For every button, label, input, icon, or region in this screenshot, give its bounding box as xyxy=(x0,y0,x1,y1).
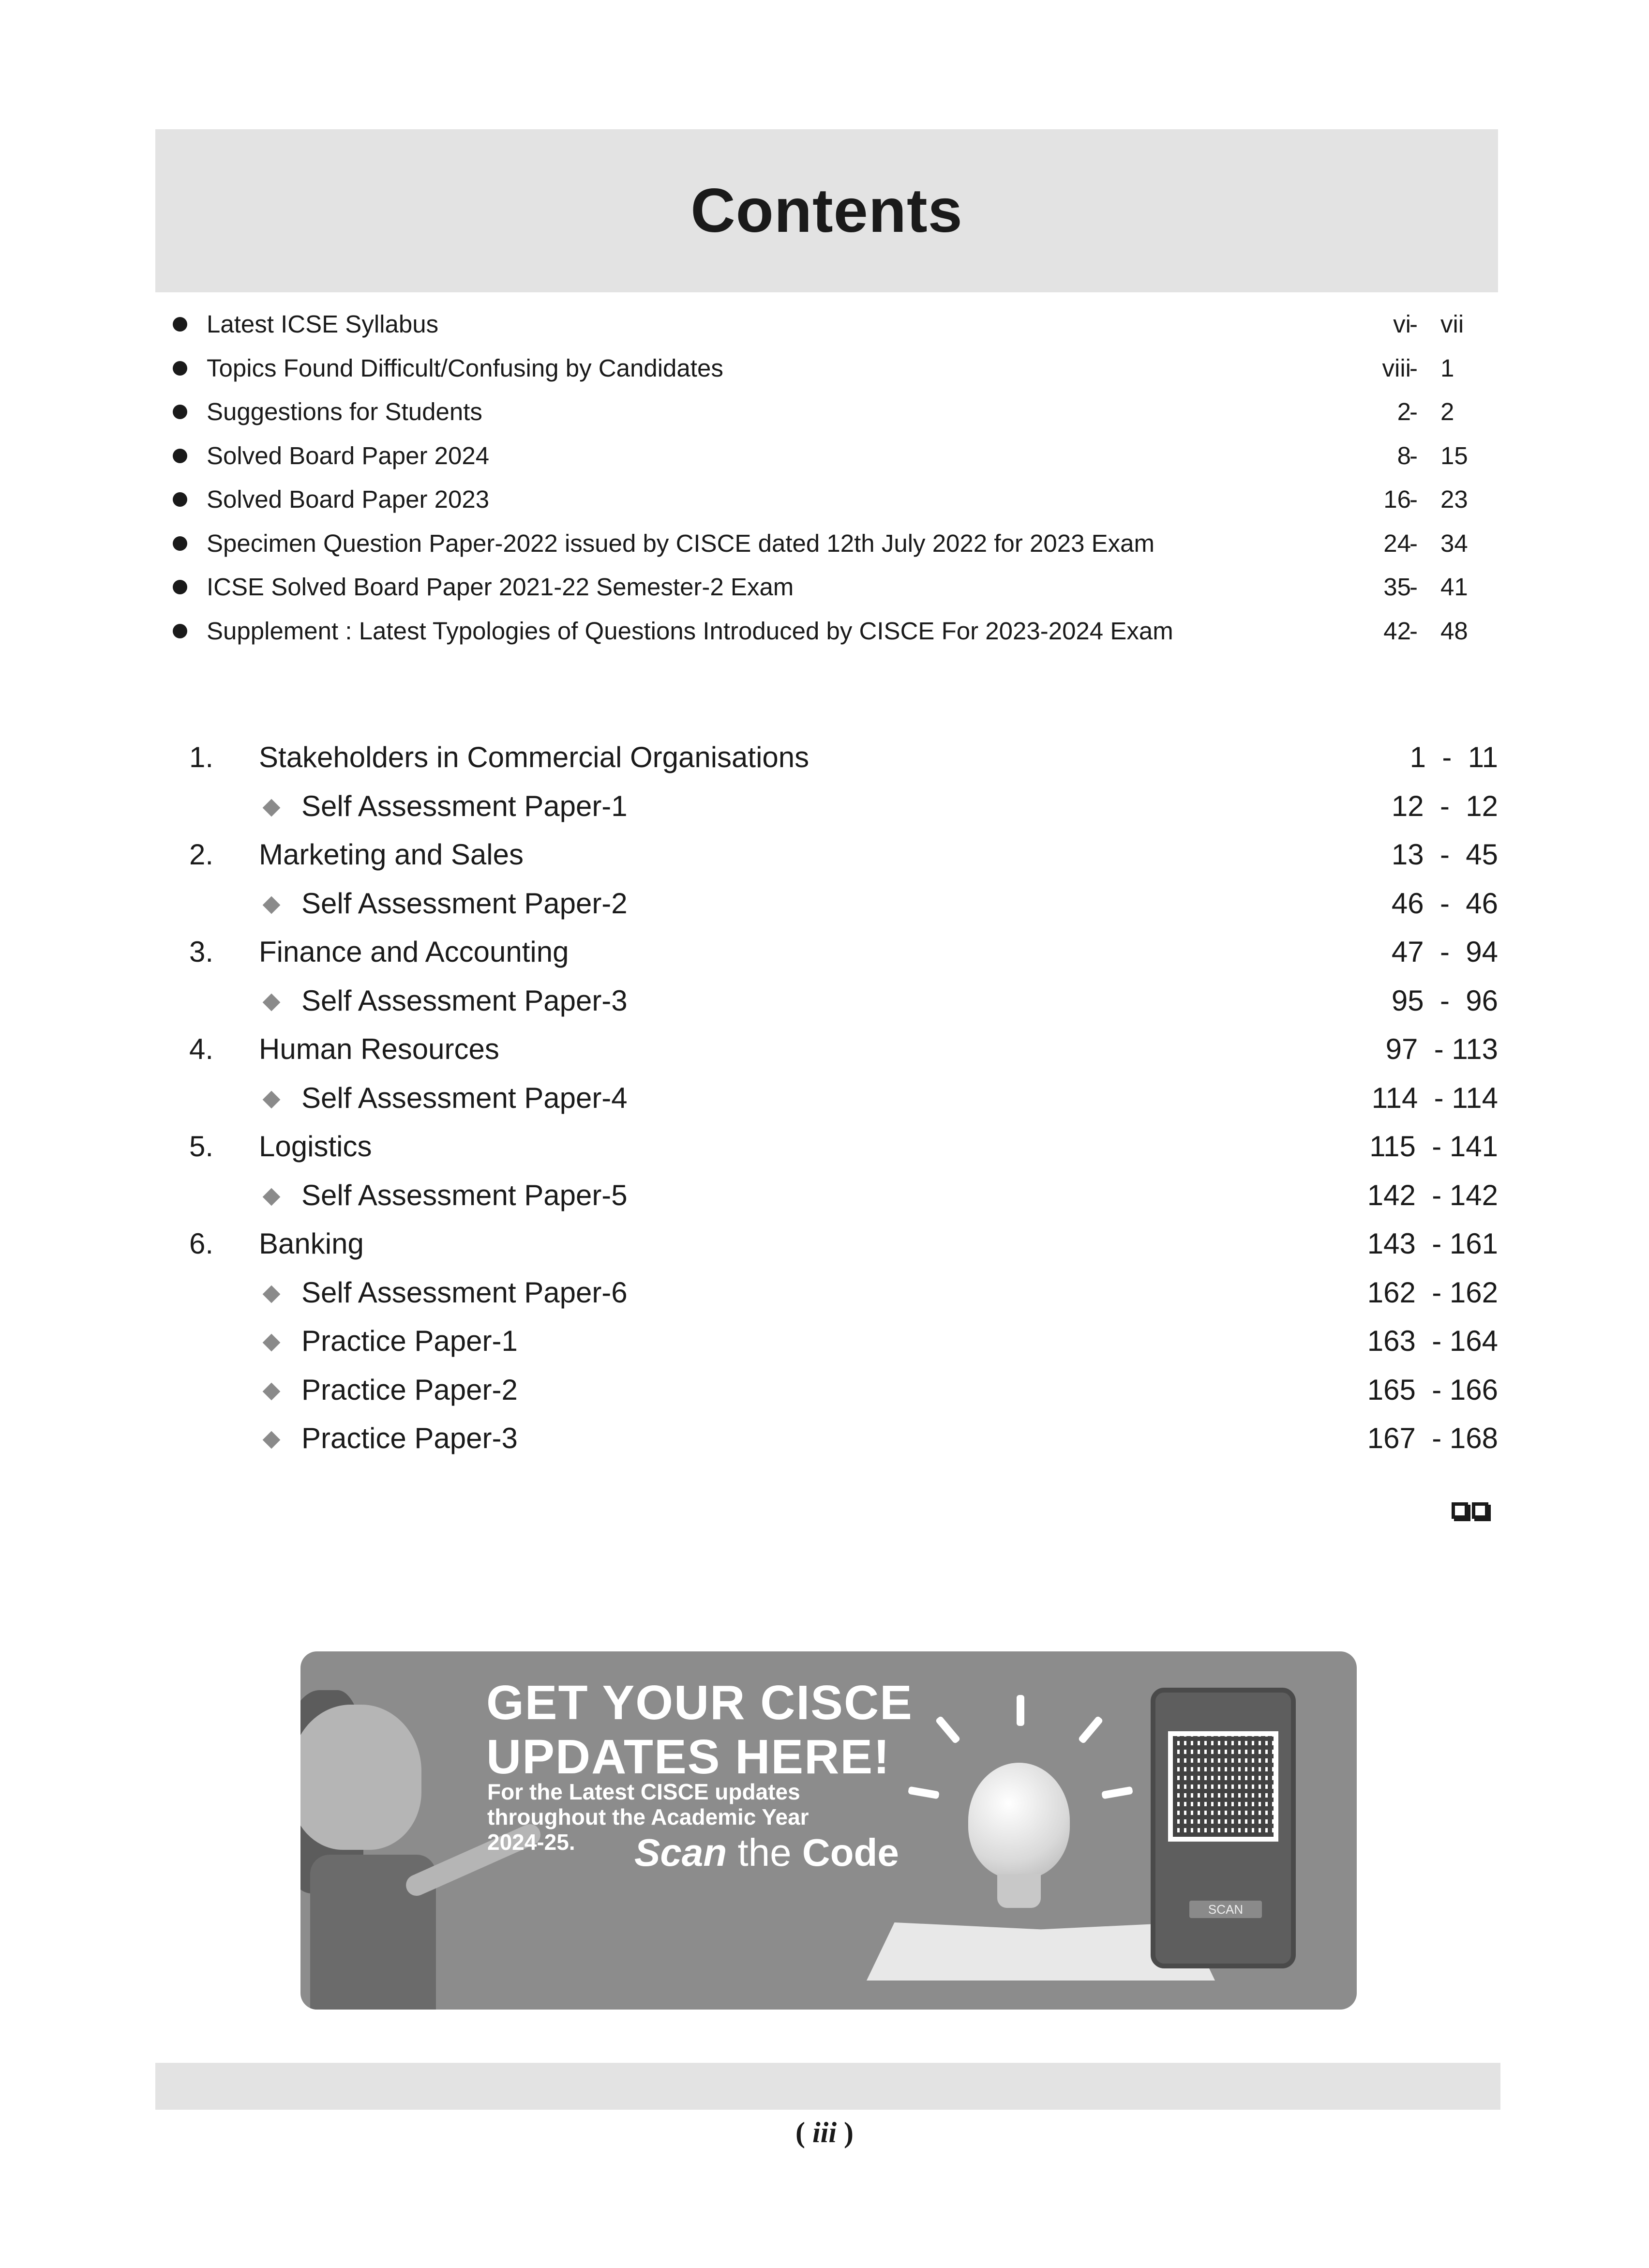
diamond-bullet-icon xyxy=(263,1382,281,1400)
prelim-item-label: Specimen Question Paper-2022 issued by CISCE dated 12th July 2022 for 2023 Exam xyxy=(207,529,1154,557)
diamond-bullet-icon xyxy=(263,896,281,914)
sub-entry[interactable] xyxy=(155,1171,1498,1220)
light-ray-icon xyxy=(935,1715,960,1744)
sub-entry[interactable] xyxy=(155,1414,1498,1463)
chapter-pages: 162 - 162 xyxy=(1367,1276,1498,1309)
bullet-icon xyxy=(173,580,187,594)
cisce-updates-banner[interactable] xyxy=(300,1651,1357,2010)
prelim-item-start-page: 16 xyxy=(1383,485,1411,513)
chapter-label: Self Assessment Paper-2 xyxy=(301,887,628,920)
sub-entry[interactable] xyxy=(155,1074,1498,1123)
chapter-pages: 13 - 45 xyxy=(1391,838,1498,871)
chapter-number: 4. xyxy=(189,1033,214,1065)
chapter-label: Human Resources xyxy=(259,1033,499,1065)
chapter-pages: 95 - 96 xyxy=(1391,984,1498,1017)
chapter-pages: 46 - 46 xyxy=(1391,887,1498,920)
chapter-number: 2. xyxy=(189,838,214,871)
light-ray-icon xyxy=(1101,1786,1133,1799)
headline-line-2: UPDATES HERE! xyxy=(486,1730,891,1784)
chapter-pages: 1 - 11 xyxy=(1409,741,1498,773)
sub-entry[interactable] xyxy=(155,879,1498,928)
prelim-item[interactable] xyxy=(155,347,1498,391)
prelim-item-dash: - xyxy=(1409,354,1418,382)
chapter-label: Self Assessment Paper-6 xyxy=(301,1276,628,1309)
code-word: Code xyxy=(802,1831,899,1874)
chapter-entry[interactable] xyxy=(155,928,1498,977)
bullet-icon xyxy=(173,624,187,638)
prelim-item-label: Solved Board Paper 2024 xyxy=(207,441,490,469)
prelim-item-dash: - xyxy=(1409,441,1418,469)
chapter-label: Practice Paper-3 xyxy=(301,1422,518,1454)
prelim-item-dash: - xyxy=(1409,529,1418,557)
chapter-label: Marketing and Sales xyxy=(259,838,524,871)
sub-entry[interactable] xyxy=(155,1317,1498,1366)
light-ray-icon xyxy=(1078,1715,1103,1744)
prelim-item-label: Solved Board Paper 2023 xyxy=(207,485,490,513)
girl-illustration xyxy=(300,1705,421,1850)
diamond-bullet-icon xyxy=(263,1431,281,1449)
prelim-item-start-page: viii xyxy=(1382,354,1411,382)
prelim-item-label: Suggestions for Students xyxy=(207,398,482,425)
chapter-label: Self Assessment Paper-4 xyxy=(301,1081,628,1114)
prelim-item-start-page: vi xyxy=(1393,310,1411,338)
chapter-pages: 165 - 166 xyxy=(1367,1373,1498,1406)
prelim-item-label: ICSE Solved Board Paper 2021-22 Semester-2 Exam xyxy=(207,573,794,601)
prelim-item-end-page: 23 xyxy=(1440,485,1468,513)
chapter-entry[interactable] xyxy=(155,1122,1498,1171)
chapter-number: 1. xyxy=(189,741,214,773)
prelim-item-start-page: 35 xyxy=(1383,573,1411,601)
chapter-label: Banking xyxy=(259,1227,364,1260)
prelim-item-label: Topics Found Difficult/Confusing by Candidates xyxy=(207,354,723,382)
qr-code[interactable] xyxy=(1168,1731,1278,1842)
chapter-pages: 47 - 94 xyxy=(1391,936,1498,968)
page-number: ( iii ) xyxy=(795,2117,854,2148)
prelim-item-end-page: 15 xyxy=(1440,441,1468,469)
chapter-pages: 167 - 168 xyxy=(1367,1422,1498,1454)
headline-line-1: GET YOUR CISCE xyxy=(486,1676,913,1730)
chapter-label: Stakeholders in Commercial Organisations xyxy=(259,741,810,773)
bullet-icon xyxy=(173,361,187,376)
bullet-icon xyxy=(173,536,187,551)
prelim-item-end-page: 1 xyxy=(1440,354,1454,382)
chapter-pages: 12 - 12 xyxy=(1391,789,1498,822)
prelim-item[interactable] xyxy=(155,565,1498,609)
scan-button: SCAN xyxy=(1189,1901,1262,1918)
prelim-item-dash: - xyxy=(1409,398,1418,425)
chapter-entry[interactable] xyxy=(155,831,1498,879)
page-number-value: iii xyxy=(812,2117,837,2148)
diamond-bullet-icon xyxy=(263,1334,281,1352)
chapter-label: Self Assessment Paper-1 xyxy=(301,789,628,822)
chapter-label: Practice Paper-2 xyxy=(301,1373,518,1406)
prelim-item[interactable] xyxy=(155,390,1498,434)
chapter-label: Practice Paper-1 xyxy=(301,1325,518,1357)
chapter-pages: 142 - 142 xyxy=(1367,1179,1498,1211)
title-band xyxy=(155,129,1498,292)
bullet-icon xyxy=(173,449,187,463)
chapter-pages: 163 - 164 xyxy=(1367,1325,1498,1357)
diamond-bullet-icon xyxy=(263,1285,281,1303)
phone-illustration xyxy=(1151,1688,1296,1968)
sub-entry[interactable] xyxy=(155,1366,1498,1415)
prelim-item-start-page: 42 xyxy=(1383,617,1411,645)
prelim-item-end-page: 2 xyxy=(1440,398,1454,425)
prelim-item[interactable] xyxy=(155,434,1498,478)
light-ray-icon xyxy=(908,1786,940,1799)
subtext-line-2: throughout the Academic Year xyxy=(487,1804,809,1830)
prelim-item[interactable] xyxy=(155,609,1498,653)
scan-word: Scan xyxy=(634,1831,727,1874)
scan-the-code-text xyxy=(634,1830,899,1875)
chapter-pages: 143 - 161 xyxy=(1367,1227,1498,1260)
lightbulb-icon xyxy=(968,1763,1070,1879)
chapter-label: Finance and Accounting xyxy=(259,936,569,968)
chapter-entry[interactable] xyxy=(155,1025,1498,1074)
prelim-item-label: Supplement : Latest Typologies of Questions Introduced by CISCE For 2023-2024 Exam xyxy=(207,617,1173,645)
chapter-pages: 97 - 113 xyxy=(1385,1033,1498,1065)
end-mark-icon xyxy=(1452,1502,1488,1519)
chapter-label: Self Assessment Paper-5 xyxy=(301,1179,628,1211)
prelim-item-end-page: 48 xyxy=(1440,617,1468,645)
sub-entry[interactable] xyxy=(155,1269,1498,1317)
prelim-item-start-page: 8 xyxy=(1397,441,1411,469)
prelim-item-start-page: 2 xyxy=(1397,398,1411,425)
prelim-item-dash: - xyxy=(1409,485,1418,513)
prelim-item-label: Latest ICSE Syllabus xyxy=(207,310,439,338)
the-word: the xyxy=(737,1831,792,1874)
chapter-label: Self Assessment Paper-3 xyxy=(301,984,628,1017)
page-title: Contents xyxy=(690,176,963,245)
bullet-icon xyxy=(173,405,187,419)
prelim-item-end-page: 34 xyxy=(1440,529,1468,557)
chapter-label: Logistics xyxy=(259,1130,372,1163)
light-ray-icon xyxy=(1017,1695,1024,1726)
subtext-line-3: 2024-25. xyxy=(487,1830,575,1855)
diamond-bullet-icon xyxy=(263,993,281,1011)
bullet-icon xyxy=(173,492,187,507)
prelim-item-dash: - xyxy=(1409,573,1418,601)
prelim-item-end-page: vii xyxy=(1440,310,1464,338)
diamond-bullet-icon xyxy=(263,799,281,816)
sub-entry[interactable] xyxy=(155,782,1498,831)
diamond-bullet-icon xyxy=(263,1188,281,1206)
prelim-item-start-page: 24 xyxy=(1383,529,1411,557)
chapter-pages: 114 - 114 xyxy=(1371,1081,1498,1114)
lightbulb-base-icon xyxy=(997,1874,1041,1908)
prelim-item[interactable] xyxy=(155,478,1498,522)
prelim-list xyxy=(155,302,1498,653)
chapter-entry[interactable] xyxy=(155,1220,1498,1269)
chapter-pages: 115 - 141 xyxy=(1369,1130,1498,1163)
bullet-icon xyxy=(173,317,187,332)
prelim-item-end-page: 41 xyxy=(1440,573,1468,601)
subtext-line-1: For the Latest CISCE updates xyxy=(487,1779,800,1804)
chapter-list xyxy=(155,733,1498,1463)
chapter-number: 6. xyxy=(189,1227,214,1260)
prelim-item[interactable] xyxy=(155,522,1498,566)
prelim-item-dash: - xyxy=(1409,310,1418,338)
footer-band xyxy=(155,2063,1500,2110)
chapter-number: 3. xyxy=(189,936,214,968)
chapter-number: 5. xyxy=(189,1130,214,1163)
prelim-item[interactable] xyxy=(155,302,1498,347)
prelim-item-dash: - xyxy=(1409,617,1418,645)
diamond-bullet-icon xyxy=(263,1090,281,1108)
banner-headline xyxy=(486,1676,913,1784)
chapter-entry[interactable] xyxy=(155,733,1498,782)
sub-entry[interactable] xyxy=(155,977,1498,1026)
